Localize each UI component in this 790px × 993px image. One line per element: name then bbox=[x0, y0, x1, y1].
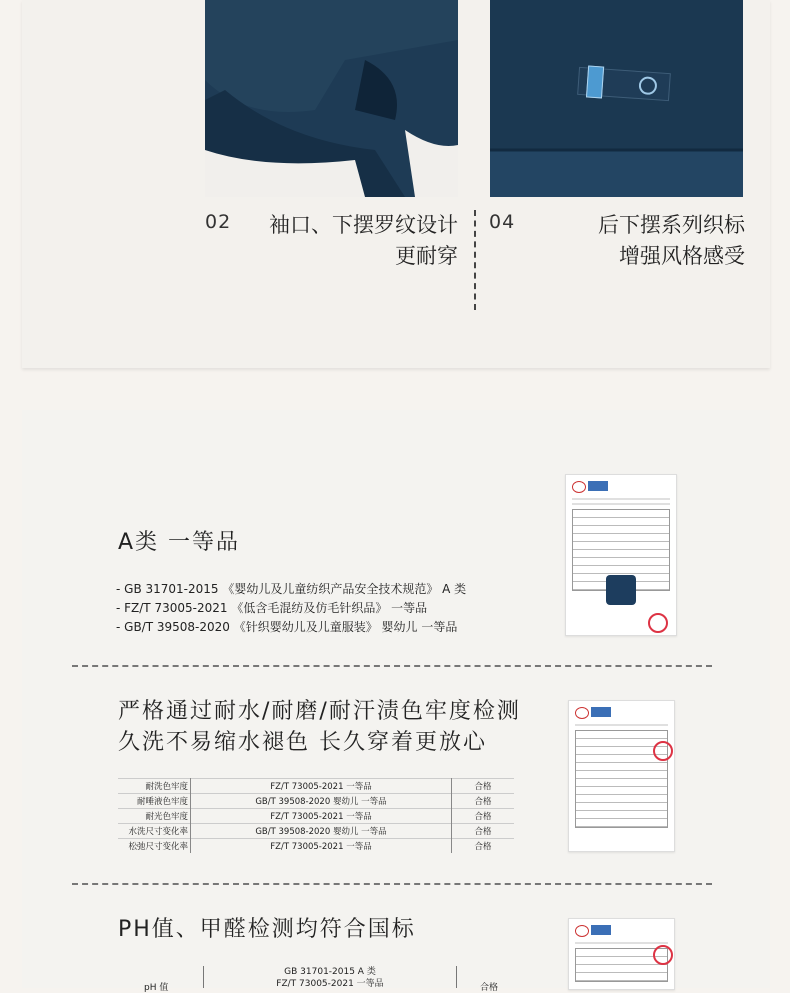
red-stamp-icon bbox=[648, 613, 668, 633]
colorfastness-title-line1: 严格通过耐水/耐磨/耐汗渍色牢度检测 bbox=[118, 699, 521, 724]
cuff-photo bbox=[205, 0, 458, 197]
woven-label bbox=[577, 67, 671, 101]
ph-result: 合格 bbox=[480, 983, 499, 993]
feature-desc-02-line2: 更耐穿 bbox=[395, 244, 458, 268]
table-row: 水洗尺寸变化率 GB/T 39508-2020 婴幼儿 一等品 合格 bbox=[118, 824, 514, 839]
section-divider bbox=[72, 883, 712, 885]
hem-label-photo bbox=[490, 0, 743, 197]
section-divider bbox=[72, 665, 712, 667]
standard-item: - GB 31701-2015 《婴幼儿及儿童纺织产品安全技术规范》 A 类 bbox=[116, 582, 467, 596]
cuff-illustration bbox=[205, 0, 458, 197]
label-blue-tab bbox=[586, 65, 604, 98]
fabric-swatch bbox=[606, 575, 636, 605]
feature-divider bbox=[474, 210, 476, 310]
test-report-thumbnail-3 bbox=[568, 918, 675, 990]
standard-item: - FZ/T 73005-2021 《低含毛混纺及仿毛针织品》 一等品 bbox=[116, 601, 428, 615]
test-report-thumbnail-1 bbox=[565, 474, 677, 636]
label-logo-icon bbox=[638, 76, 657, 95]
feature-desc-02 bbox=[250, 210, 458, 272]
table-row: 耐洗色牢度 FZ/T 73005-2021 一等品 合格 bbox=[118, 779, 514, 794]
red-stamp-icon bbox=[653, 945, 673, 965]
feature-number-02: 02 bbox=[205, 211, 232, 233]
ph-table bbox=[118, 966, 514, 993]
report-logo bbox=[575, 925, 668, 939]
feature-number-04: 04 bbox=[489, 211, 516, 233]
feature-desc-02-line1: 袖口、下摆罗纹设计 bbox=[269, 213, 458, 237]
feature-desc-04 bbox=[540, 210, 745, 272]
knit-texture bbox=[490, 0, 743, 197]
ph-item: pH 值 bbox=[144, 983, 169, 993]
colorfastness-title-line2: 久洗不易缩水褪色 长久穿着更放心 bbox=[118, 730, 487, 755]
feature-desc-04-line1: 后下摆系列织标 bbox=[598, 213, 745, 237]
feature-desc-04-line2: 增强风格感受 bbox=[619, 244, 745, 268]
table-row: 耐光色牢度 FZ/T 73005-2021 一等品 合格 bbox=[118, 809, 514, 824]
red-stamp-icon bbox=[653, 741, 673, 761]
standard-item: - GB/T 39508-2020 《针织婴幼儿及儿童服装》 婴幼儿 一等品 bbox=[116, 620, 458, 634]
ph-title: PH值、甲醛检测均符合国标 bbox=[118, 917, 416, 942]
ph-standards: GB 31701-2015 A 类 FZ/T 73005-2021 一等品 bbox=[203, 966, 457, 988]
table-row: 耐唾液色牢度 GB/T 39508-2020 婴幼儿 一等品 合格 bbox=[118, 794, 514, 809]
table-row: 松弛尺寸变化率 FZ/T 73005-2021 一等品 合格 bbox=[118, 839, 514, 854]
standards-list bbox=[116, 580, 466, 637]
test-report-thumbnail-2 bbox=[568, 700, 675, 852]
report-logo bbox=[572, 481, 670, 495]
report-logo bbox=[575, 707, 668, 721]
colorfastness-table bbox=[118, 778, 514, 853]
grade-title: A类 一等品 bbox=[118, 530, 241, 555]
colorfastness-title bbox=[118, 696, 521, 758]
